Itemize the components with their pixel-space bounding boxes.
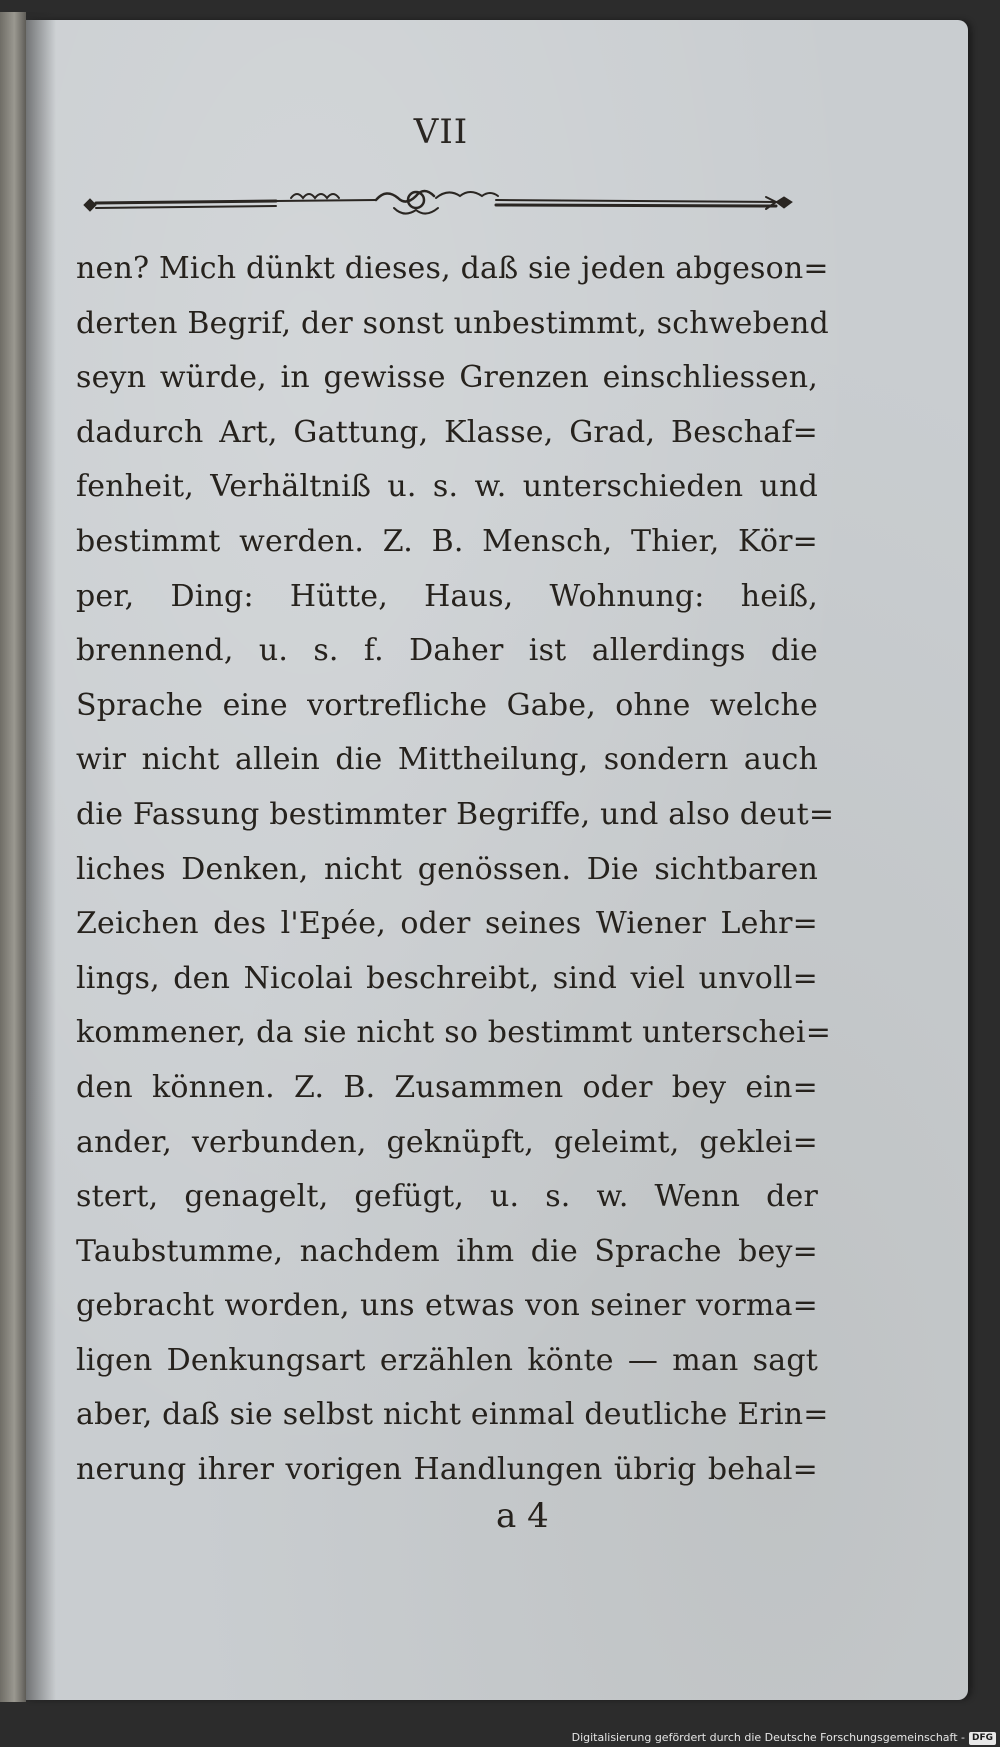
page-number-header: VII [413,112,469,152]
gutter-shadow [26,12,56,1702]
dfg-logo-icon: DFG [969,1732,996,1745]
text-line: Sprache eine vortrefliche Gabe, ohne welche [76,687,818,723]
text-line: den können. Z. B. Zusammen oder bey ein= [76,1069,818,1105]
signature-mark: a 4 [496,1496,549,1536]
text-line: lings, den Nicolai beschreibt, sind viel unvoll= [76,960,818,996]
text-line: derten Begrif, der sonst unbestimmt, schwebend [76,305,829,341]
credit-text: Digitalisierung gefördert durch die Deutsche Forschungsgemeinschaft - [571,1731,965,1744]
text-line: Taubstumme, nachdem ihm die Sprache bey= [76,1233,818,1269]
text-line: wir nicht allein die Mittheilung, sondern auch [76,742,818,778]
facing-page-edge [0,12,26,1702]
text-line: dadurch Art, Gattung, Klasse, Grad, Beschaf= [76,414,818,450]
text-line: kommener, da sie nicht so bestimmt unterschei= [76,1015,832,1051]
text-line: fenheit, Verhältniß u. s. w. unterschieden und [76,469,818,505]
text-line: ander, verbunden, geknüpft, geleimt, geklei= [76,1124,818,1160]
text-line: bestimmt werden. Z. B. Mensch, Thier, Kör= [76,523,818,559]
text-line: die Fassung bestimmter Begriffe, und also deut= [76,796,835,832]
text-line: liches Denken, nicht genössen. Die sichtbaren [76,851,818,887]
text-line: nen? Mich dünkt dieses, daß sie jeden abgeson= [76,251,829,286]
text-line: brennend, u. s. f. Daher ist allerdings die [76,633,818,669]
text-line: nerung ihrer vorigen Handlungen übrig behal= [76,1452,818,1488]
decorative-rule-ornament [76,178,811,238]
text-line: gebracht worden, uns etwas von seiner vorma= [76,1288,818,1324]
text-line: aber, daß sie selbst nicht einmal deutliche Erin= [76,1397,829,1433]
text-line: seyn würde, in gewisse Grenzen einschliessen, [76,360,818,396]
text-line: Zeichen des l'Epée, oder seines Wiener Lehr= [76,906,818,942]
text-line: ligen Denkungsart erzählen könte — man sagt [76,1342,818,1378]
digitization-credit [572,1729,1000,1747]
text-line: stert, genagelt, gefügt, u. s. w. Wenn der [76,1179,818,1215]
text-line: per, Ding: Hütte, Haus, Wohnung: heiß, [76,578,818,614]
body-text [76,242,835,1498]
book-page [26,20,968,1700]
